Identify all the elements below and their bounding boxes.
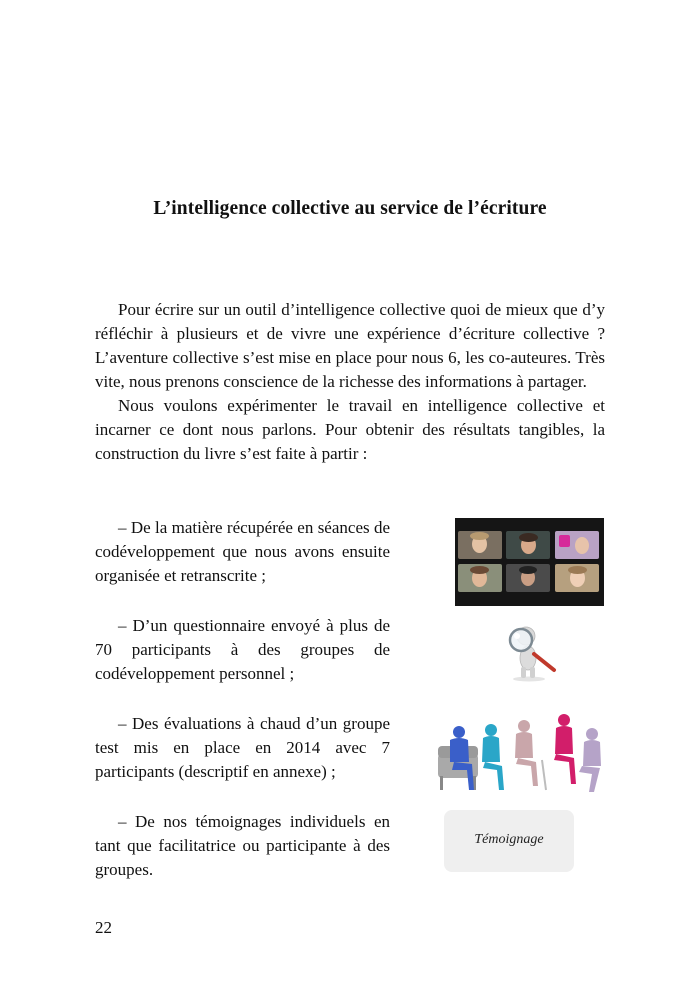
list-item — [95, 810, 390, 882]
list-item-text: – De nos témoignages individuels en tant que facilitatrice ou participante à des groupes. — [95, 812, 390, 879]
testimony-label: Témoignage — [474, 832, 544, 847]
participant-tile — [506, 531, 550, 559]
video-conference-image — [455, 518, 604, 606]
seated-group-icon — [436, 710, 606, 796]
list-item-text: – Des évaluations à chaud d’un groupe test mis en place en 2014 avec 7 participants (descriptif en annexe) ; — [95, 714, 390, 781]
participant-tile — [555, 564, 599, 592]
magnifying-glass-icon — [488, 620, 570, 682]
list-item — [95, 712, 390, 784]
paragraph: Pour écrire sur un outil d’intelligence collective quoi de mieux que d’y réfléchir à plusieurs et de vivre une expérience d’écriture collective ? L’aventure collective s’est mise en place pour nous 6, les co-auteures. Très vite, nous prenons conscience de la richesse des informations à partager. — [95, 300, 605, 391]
list-item-text: – De la matière récupérée en séances de codéveloppement que nous avons ensuite organisée et retranscrite ; — [95, 518, 390, 585]
participant-tile — [458, 564, 502, 592]
page-number: 22 — [95, 918, 112, 937]
list-item — [95, 516, 390, 588]
testimony-box — [444, 810, 574, 872]
participant-tile — [506, 564, 550, 592]
chapter-title: L’intelligence collective au service de l’écriture — [153, 198, 547, 219]
list-item — [95, 614, 390, 686]
paragraph: Nous voulons expérimenter le travail en intelligence collective et incarner ce dont nous parlons. Pour obtenir des résultats tangibles, la construction du livre s’est faite à partir : — [95, 396, 605, 463]
list-item-text: – D’un questionnaire envoyé à plus de 70 participants à des groupes de codéveloppement personnel ; — [95, 616, 390, 683]
intro-text — [95, 298, 605, 466]
participant-tile — [555, 531, 599, 559]
participant-tile — [458, 531, 502, 559]
